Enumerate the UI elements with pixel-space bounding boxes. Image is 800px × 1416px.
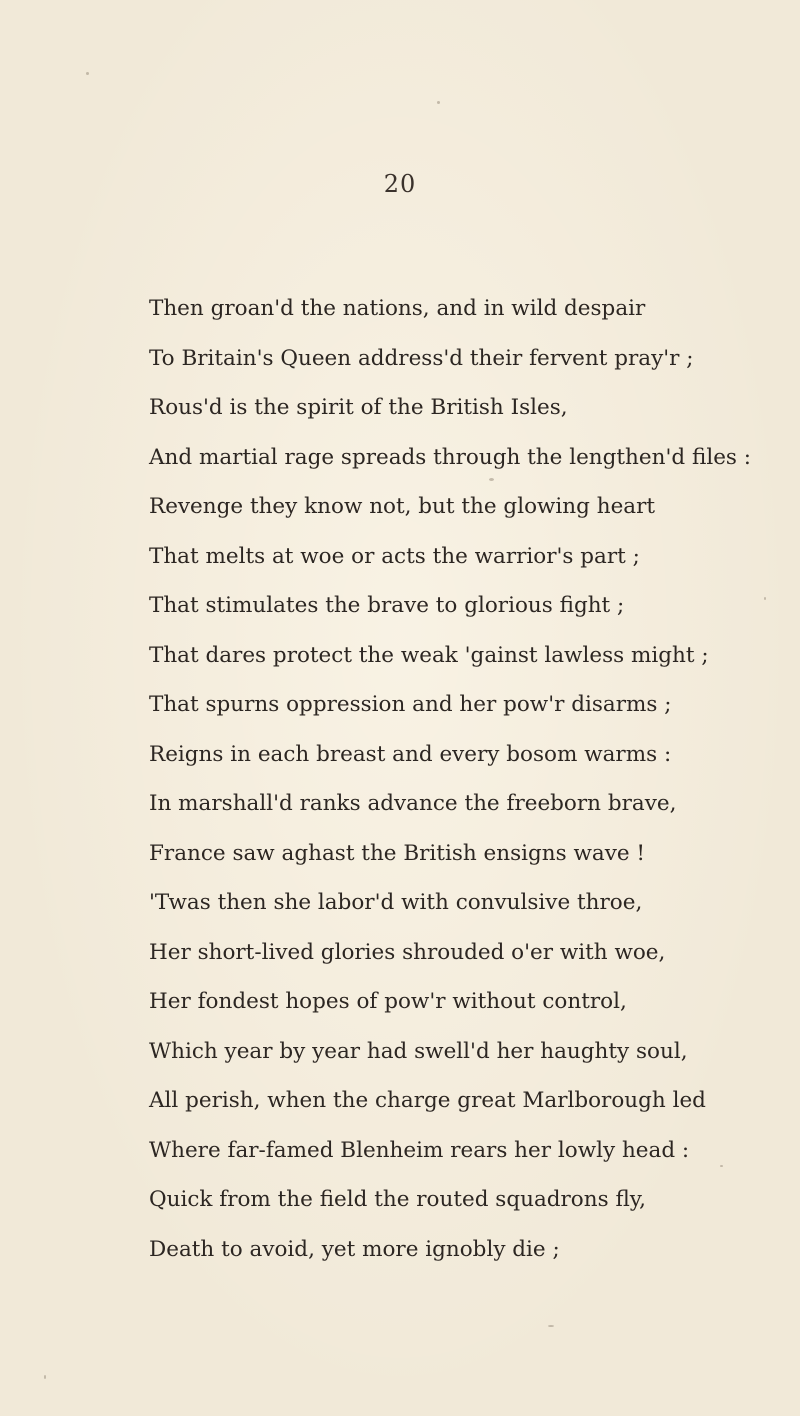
paper-speck (44, 1375, 46, 1379)
poem-line: Which year by year had swell'd her haughty soul, (149, 1038, 688, 1064)
poem-line: Rous'd is the spirit of the British Isles, (149, 395, 568, 420)
poem-line: 'Twas then she labor'd with convulsive throe, (149, 890, 643, 915)
poem-line: Quick from the field the routed squadrons fly, (149, 1187, 646, 1212)
poem-line: Her fondest hopes of pow'r without control, (149, 989, 627, 1014)
paper-speck (764, 597, 766, 600)
poem-line: Her short-lived glories shrouded o'er with woe, (149, 939, 666, 965)
paper-speck (437, 101, 440, 104)
poem-line: Revenge they know not, but the glowing heart (149, 494, 656, 519)
poem-line: In marshall'd ranks advance the freeborn brave, (149, 791, 677, 816)
poem-text (149, 296, 789, 1286)
poem-line: Then groan'd the nations, and in wild despair (149, 296, 646, 321)
poem-line: To Britain's Queen address'd their fervent pray'r ; (149, 345, 694, 371)
poem-line: France saw aghast the British ensigns wave ! (149, 840, 646, 866)
poem-line: That spurns oppression and her pow'r disarms ; (149, 692, 672, 717)
poem-line: That melts at woe or acts the warrior's part ; (149, 543, 640, 569)
poem-line: Death to avoid, yet more ignobly die ; (149, 1236, 560, 1262)
paper-speck (489, 478, 494, 481)
poem-line: Where far-famed Blenheim rears her lowly head : (149, 1137, 690, 1163)
poem-line: That stimulates the brave to glorious fight ; (149, 593, 625, 618)
paper-speck (720, 1165, 723, 1167)
paper-speck (548, 1325, 554, 1327)
page-number: 20 (383, 170, 417, 198)
poem-line: And martial rage spreads through the lengthen'd files : (149, 444, 752, 470)
poem-line: All perish, when the charge great Marlborough led (149, 1088, 706, 1113)
paper-speck (86, 72, 89, 75)
poem-line: That dares protect the weak 'gainst lawless might ; (149, 642, 709, 668)
poem-line: Reigns in each breast and every bosom warms : (149, 741, 672, 767)
